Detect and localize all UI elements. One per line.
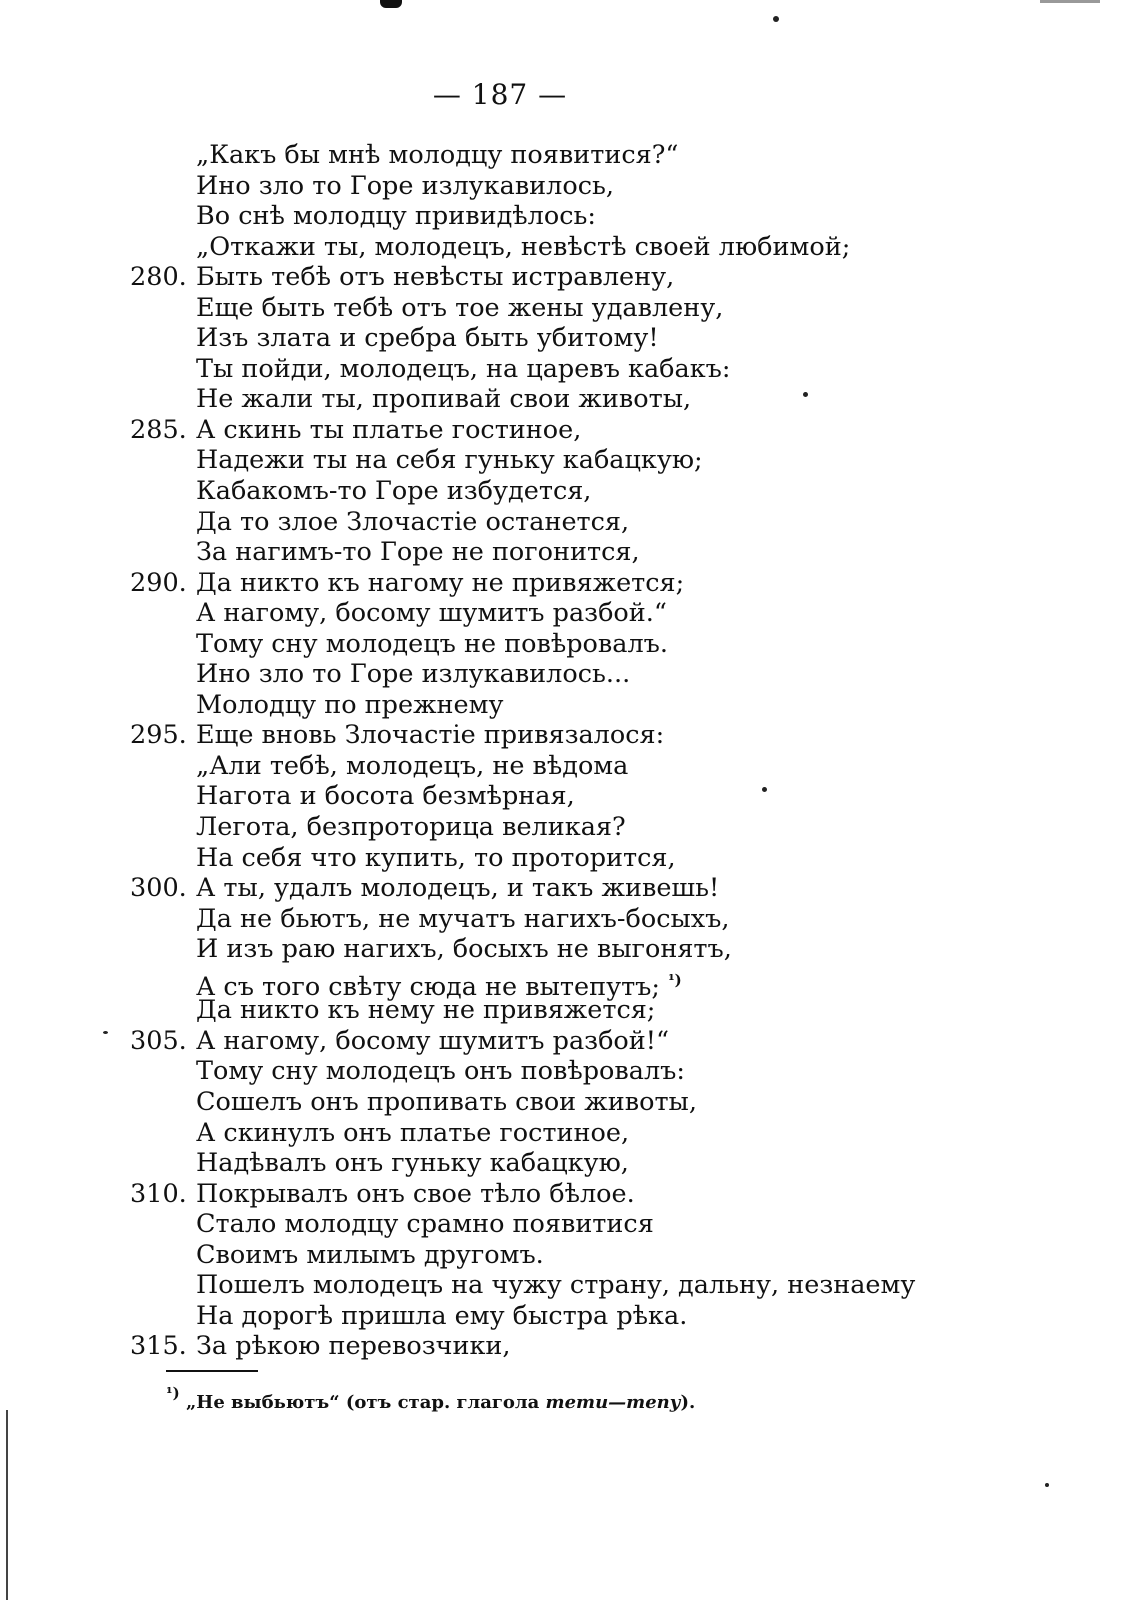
poem-line <box>130 1179 1130 1210</box>
line-text-content: Ино зло то Горе излукавилось... <box>196 659 631 690</box>
footnote-text-end: ). <box>680 1392 696 1413</box>
poem-line <box>130 1331 1130 1362</box>
poem-line <box>130 201 1130 232</box>
line-text-content: А скинь ты платье гостиное, <box>196 414 582 445</box>
poem-text <box>130 140 1130 1362</box>
poem-line <box>130 1056 1130 1087</box>
line-text-content: Нагота и босота безмѣрная, <box>196 781 575 812</box>
line-text-content: За рѣкою перевозчики, <box>196 1331 511 1362</box>
footnote-marker: ¹) <box>166 1384 180 1402</box>
poem-line <box>130 843 1130 874</box>
poem-line <box>130 1209 1130 1240</box>
poem-line <box>130 1270 1130 1301</box>
poem-line <box>130 415 1130 446</box>
poem-line <box>130 995 1130 1026</box>
line-text-content: Надежи ты на себя гуньку кабацкую; <box>196 445 703 476</box>
line-text <box>196 1209 654 1240</box>
line-text <box>196 690 503 721</box>
line-text-content: А нагому, босому шумитъ разбой.“ <box>196 598 667 629</box>
line-text <box>196 1240 544 1271</box>
line-text-content: Да то злое Злочастіе останется, <box>196 506 630 537</box>
poem-line <box>130 965 1130 1002</box>
poem-line <box>130 171 1130 202</box>
poem-line <box>130 354 1130 385</box>
line-number: 295. <box>130 720 187 751</box>
poem-line <box>130 1240 1130 1271</box>
line-text <box>196 232 850 263</box>
poem-line <box>130 1148 1130 1179</box>
line-text-content: За нагимъ-то Горе не погонится, <box>196 537 640 568</box>
line-text-content: Да не бьютъ, не мучатъ нагихъ-босыхъ, <box>196 903 730 934</box>
line-text-content: Сошелъ онъ пропивать свои животы, <box>196 1086 697 1117</box>
ink-mark <box>380 0 402 8</box>
line-text-content: Тому сну молодецъ онъ повѣровалъ: <box>196 1056 685 1087</box>
poem-line <box>130 934 1130 965</box>
line-text <box>196 537 640 568</box>
footnote-divider <box>166 1370 258 1372</box>
line-number: 285. <box>130 414 187 445</box>
line-text-content: Ино зло то Горе излукавилось, <box>196 170 614 201</box>
line-text-content: „Али тебѣ, молодецъ, не вѣдома <box>196 750 629 781</box>
line-text-content: А скинулъ онъ платье гостиное, <box>196 1117 630 1148</box>
poem-line <box>130 507 1130 538</box>
line-text <box>196 629 668 660</box>
line-text-content: „Откажи ты, молодецъ, невѣстѣ своей любимой; <box>196 231 851 262</box>
line-number: 315. <box>130 1331 187 1362</box>
line-text <box>196 1026 669 1057</box>
page-number: — 187 — <box>432 78 568 111</box>
line-text <box>196 476 591 507</box>
line-text <box>196 293 723 324</box>
poem-line <box>130 232 1130 263</box>
scan-smudge <box>1040 0 1100 3</box>
line-text-content: Ты пойди, молодецъ, на царевъ кабакъ: <box>196 353 731 384</box>
line-text <box>196 445 703 476</box>
poem-line <box>130 140 1130 171</box>
line-text-content: Да никто къ нему не привяжется; <box>196 995 656 1026</box>
poem-line <box>130 629 1130 660</box>
line-text <box>196 1087 697 1118</box>
line-text <box>196 1179 635 1210</box>
line-text <box>196 720 664 751</box>
line-text-content: Еще вновь Злочастіе привязалося: <box>196 720 665 751</box>
line-text <box>196 873 719 904</box>
footnote-reference: ¹) <box>668 970 682 989</box>
footnote <box>166 1384 695 1413</box>
poem-line <box>130 598 1130 629</box>
line-text-content: На дорогѣ пришла ему быстра рѣка. <box>196 1300 688 1331</box>
line-text <box>196 140 678 171</box>
poem-line <box>130 690 1130 721</box>
poem-line <box>130 1118 1130 1149</box>
poem-line <box>130 293 1130 324</box>
poem-line <box>130 751 1130 782</box>
line-text-content: И изъ раю нагихъ, босыхъ не выгонятъ, <box>196 934 732 965</box>
line-text <box>196 1148 629 1179</box>
poem-line <box>130 812 1130 843</box>
poem-line <box>130 537 1130 568</box>
poem-line <box>130 659 1130 690</box>
line-text-content: Да никто къ нагому не привяжется; <box>196 567 685 598</box>
poem-line <box>130 1026 1130 1057</box>
poem-line <box>130 476 1130 507</box>
line-text-content: „Какъ бы мнѣ молодцу появитися?“ <box>196 140 679 170</box>
line-text <box>196 171 614 202</box>
line-text <box>196 598 667 629</box>
line-text-content: На себя что купить, то проторится, <box>196 842 676 873</box>
line-text-content: Стало молодцу срамно появитися <box>196 1209 654 1240</box>
line-text <box>196 568 684 599</box>
line-text <box>196 354 730 385</box>
poem-line <box>130 445 1130 476</box>
line-text <box>196 323 659 354</box>
line-text <box>196 843 676 874</box>
line-text-content: Молодцу по прежнему <box>196 689 504 720</box>
page-edge-line <box>6 1410 8 1600</box>
line-text-content: А нагому, босому шумитъ разбой!“ <box>196 1025 670 1056</box>
line-text-content: А ты, удалъ молодецъ, и такъ живешь! <box>196 873 720 904</box>
line-text-content: Еще быть тебѣ отъ тое жены удавлену, <box>196 292 724 323</box>
poem-line <box>130 568 1130 599</box>
poem-line <box>130 904 1130 935</box>
line-text <box>196 262 674 293</box>
poem-line <box>130 262 1130 293</box>
ink-dot <box>103 1031 108 1034</box>
ink-dot <box>773 16 779 22</box>
line-text <box>196 904 730 935</box>
line-text-content: Своимъ милымъ другомъ. <box>196 1239 544 1270</box>
line-text-content: Во снѣ молодцу привидѣлось: <box>196 201 596 232</box>
line-text <box>196 507 629 538</box>
poem-line <box>130 781 1130 812</box>
line-text-content: Кабакомъ-то Горе избудется, <box>196 476 592 507</box>
line-text-content: Изъ злата и сребра быть убитому! <box>196 323 659 354</box>
poem-line <box>130 720 1130 751</box>
line-text <box>196 1056 685 1087</box>
line-number: 290. <box>130 567 187 598</box>
poem-line <box>130 1301 1130 1332</box>
line-text <box>196 415 581 446</box>
line-text <box>196 812 626 843</box>
line-text-content: Легота, безпроторица великая? <box>196 812 626 843</box>
line-text <box>196 1270 915 1301</box>
line-text-content: Пошелъ молодецъ на чужу страну, дальну, незнаему <box>196 1270 916 1301</box>
line-text-content: Не жали ты, пропивай свои животы, <box>196 384 692 415</box>
line-number: 280. <box>130 262 187 293</box>
line-text <box>196 1301 687 1332</box>
poem-line <box>130 384 1130 415</box>
ink-dot <box>1045 1483 1049 1487</box>
line-text-content: Надѣвалъ онъ гуньку кабацкую, <box>196 1148 629 1179</box>
poem-line <box>130 873 1130 904</box>
line-text-content: Быть тебѣ отъ невѣсты истравлену, <box>196 262 675 293</box>
line-text <box>196 934 732 965</box>
line-text <box>196 201 596 232</box>
footnote-italic: тети—тепу <box>545 1392 681 1413</box>
line-number: 305. <box>130 1025 187 1056</box>
line-text-content: Тому сну молодецъ не повѣровалъ. <box>196 628 668 659</box>
line-text <box>196 384 691 415</box>
line-text-content: Покрывалъ онъ свое тѣло бѣлое. <box>196 1178 635 1209</box>
line-text-content: А съ того свѣту сюда не вытепутъ; <box>196 971 660 1002</box>
line-text <box>196 995 655 1026</box>
footnote-text: „Не выбьютъ“ (отъ стар. глагола <box>185 1392 546 1413</box>
line-text <box>196 1118 629 1149</box>
line-text <box>196 659 630 690</box>
line-number: 310. <box>130 1178 187 1209</box>
poem-line <box>130 1087 1130 1118</box>
line-number: 300. <box>130 873 187 904</box>
line-text <box>196 751 628 782</box>
poem-line <box>130 323 1130 354</box>
line-text <box>196 1331 511 1362</box>
line-text <box>196 781 575 812</box>
